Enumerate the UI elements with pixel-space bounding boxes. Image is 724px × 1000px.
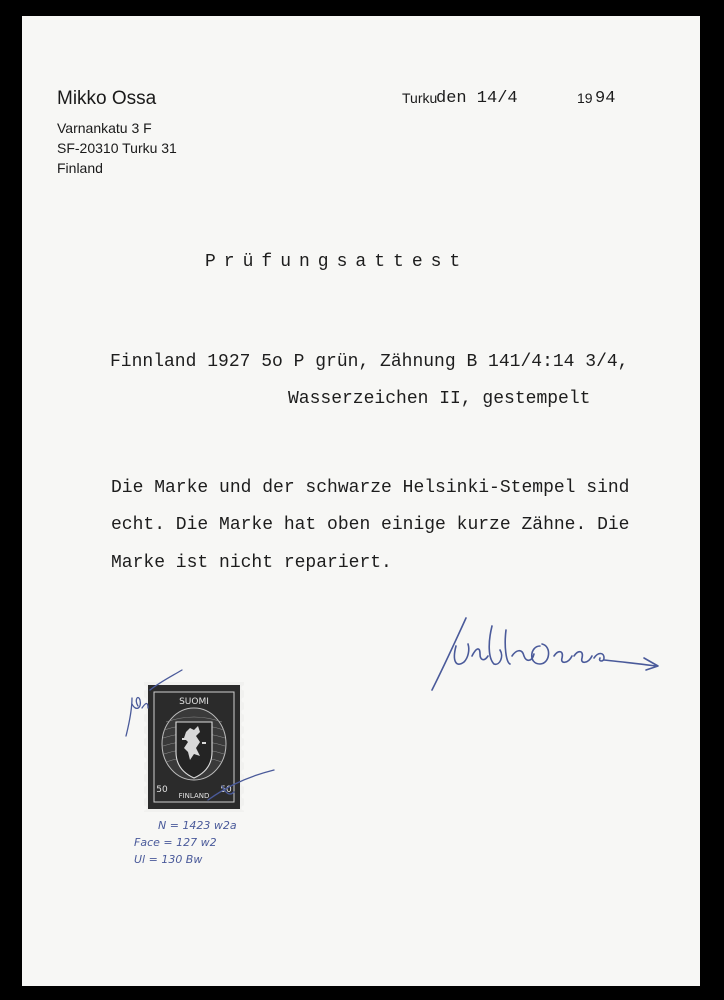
stamp-description-line-2: Wasserzeichen II, gestempelt bbox=[288, 389, 591, 409]
pencil-mark bbox=[202, 766, 282, 806]
date-year-prefix: 19 bbox=[577, 90, 593, 106]
certificate-title: Prüfungsattest bbox=[205, 252, 469, 272]
date-day: den 14/4 bbox=[436, 89, 518, 108]
sender-city: SF-20310 Turku 31 bbox=[57, 140, 177, 156]
svg-text:50: 50 bbox=[156, 785, 168, 795]
sender-country: Finland bbox=[57, 160, 103, 176]
certificate-page bbox=[22, 16, 700, 986]
date-place: Turku bbox=[402, 90, 438, 106]
stamp-description-line-1: Finnland 1927 5o P grün, Zähnung B 141/4:14 3/4, bbox=[110, 352, 629, 372]
handwritten-note-2: Face = 127 w2 bbox=[134, 836, 217, 849]
signature bbox=[422, 606, 662, 696]
statement-line-3: Marke ist nicht repariert. bbox=[111, 553, 392, 573]
svg-text:SUOMI: SUOMI bbox=[179, 697, 209, 707]
svg-text:50: 50 bbox=[220, 785, 232, 795]
svg-text:FINLAND: FINLAND bbox=[178, 792, 210, 800]
statement-line-2: echt. Die Marke hat oben einige kurze Zähne. Die bbox=[111, 515, 630, 535]
pencil-initials bbox=[120, 664, 190, 744]
sender-name: Mikko Ossa bbox=[57, 88, 157, 109]
date-year-suffix: 94 bbox=[595, 89, 616, 108]
sender-street: Varnankatu 3 F bbox=[57, 120, 152, 136]
handwritten-note-3: Ul = 130 Bw bbox=[134, 853, 203, 866]
statement-line-1: Die Marke und der schwarze Helsinki-Stempel sind bbox=[111, 478, 630, 498]
handwritten-note-1: N = 1423 w2a bbox=[158, 819, 237, 832]
